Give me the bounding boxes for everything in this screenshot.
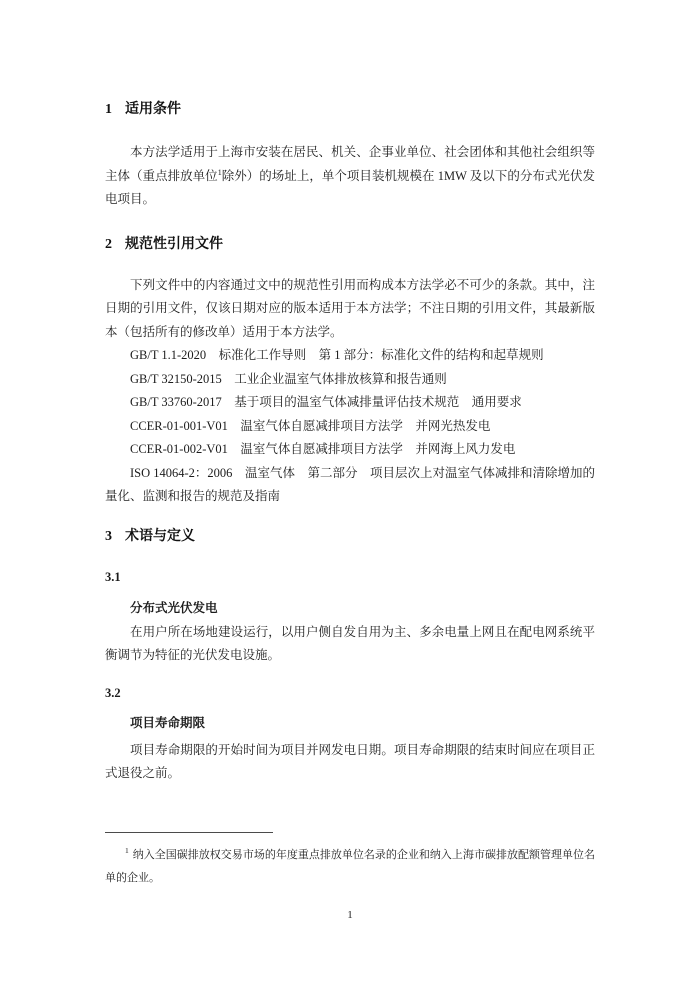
footnote-area: [105, 832, 595, 890]
reference-item: CCER-01-002-V01 温室气体自愿减排项目方法学 并网海上风力发电: [130, 442, 516, 456]
term-2-number: 3.2: [105, 685, 121, 700]
footnote-body: 纳入全国碳排放权交易市场的年度重点排放单位名录的企业和纳入上海市碳排放配额管理单位名单的企业。: [105, 849, 595, 884]
term-1-number: 3.1: [105, 569, 121, 584]
reference-item: GB/T 32150-2015 工业企业温室气体排放核算和报告通则: [130, 371, 447, 386]
section-2-title: 规范性引用文件: [125, 234, 223, 251]
section-1-number: 1: [105, 102, 112, 117]
section-1-title: 适用条件: [125, 100, 181, 116]
term-2-definition: 项目寿命期限的开始时间为项目并网发电日期。项目寿命期限的结束时间应在项目正式退役之前。: [105, 742, 595, 780]
section-1-paragraph-text: 本方法学适用于上海市安装在居民、机关、企事业单位、社会团体和其他社会组织等主体（重点排放单位: [105, 145, 595, 183]
section-2-heading: [105, 234, 595, 254]
section-3-number: 3: [105, 528, 112, 544]
footnote-separator-line: [105, 832, 273, 833]
term-1-definition: 在用户所在场地建设运行，以用户侧自发自用为主、多余电量上网且在配电网系统平衡调节为特征的光伏发电设施。: [105, 624, 595, 662]
section-1-paragraph-text-continued: 除外）的场址上，单个项目装机规模在 1MW 及以下的分布式光伏发电项目。: [105, 168, 595, 206]
page-number: 1: [347, 909, 353, 921]
section-3-heading: [105, 526, 595, 546]
footnote-number: 1: [125, 846, 129, 856]
reference-item: GB/T 1.1-2020 标准化工作导则 第 1 部分：标准化文件的结构和起草规则: [130, 348, 544, 362]
section-1-paragraph: [105, 141, 595, 212]
reference-item: ISO 14064-2：2006 温室气体 第二部分 项目层次上对温室气体减排和清除增加的量化、监测和报告的规范及指南: [105, 465, 595, 503]
section-3-title: 术语与定义: [125, 526, 195, 543]
section-2-paragraph: 下列文件中的内容通过文中的规范性引用而构成本方法学必不可少的条款。其中，注日期的引用文件，仅该日期对应的版本适用于本方法学；不注日期的引用文件，其最新版本（包括所有的修改单）适用于本方法学。: [105, 277, 595, 339]
footnote-reference-mark: 1: [217, 167, 222, 177]
section-2-number: 2: [105, 236, 112, 252]
term-2-name: 项目寿命期限: [130, 716, 206, 730]
section-1-heading: [105, 99, 595, 119]
term-1-name: 分布式光伏发电: [130, 601, 218, 615]
reference-item: GB/T 33760-2017 基于项目的温室气体减排量评估技术规范 通用要求: [130, 395, 522, 409]
footnote-text: [105, 844, 595, 890]
reference-item: CCER-01-001-V01 温室气体自愿减排项目方法学 并网光热发电: [130, 418, 491, 433]
